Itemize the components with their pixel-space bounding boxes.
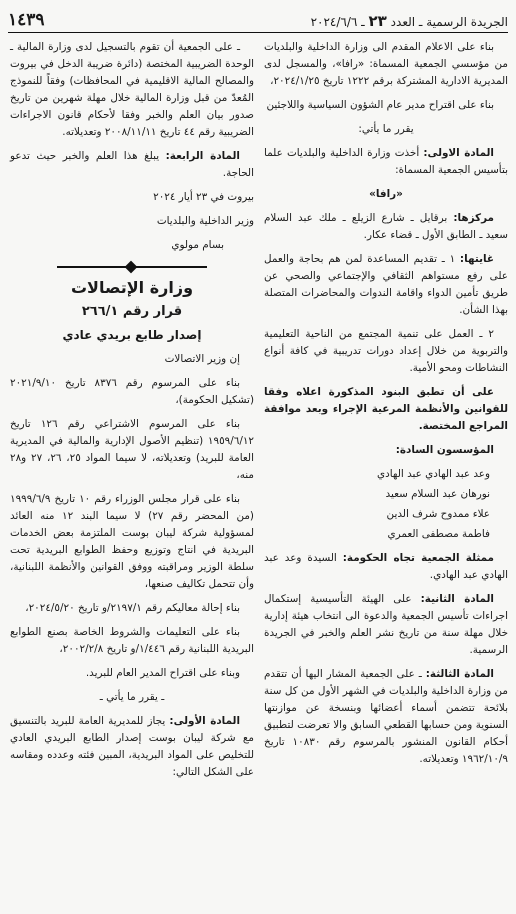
- article-label: المادة الرابعة:: [165, 150, 240, 162]
- goal-1: [264, 251, 508, 319]
- section-divider: [57, 261, 207, 273]
- article-3: [264, 666, 508, 768]
- decree-subject: إصدار طابع بريدي عادي: [62, 328, 202, 342]
- goal-text: ١ ـ تقديم المساعدة لمن هم بحاجة والعمل على رفع مستواهم الثقافي والإجتماعي والصحي عن طريق تأمين الدواء واقامة الندوات والمحاضرات المتصلة بهذا الشأن.: [264, 253, 508, 316]
- paragraph: بناء على التعليمات والشروط الخاصة بصنع الطوابع البريدية اللبنانية رقم ١/٤٤٦/و تاريخ ٢٠٠٢/٢/٨،: [10, 626, 254, 655]
- article-1: [264, 145, 508, 179]
- hq-text: برقايل ـ شارع الزيلع ـ ملك عبد السلام سعيد ـ الطابق الأول ـ قضاء عكار.: [264, 212, 508, 241]
- conditions-note: على أن تطبق البنود المذكورة اعلاه وفقا للقوانين والأنظمة المرعية الإجراء وبعد موافقة المراجع المختصة.: [264, 386, 508, 432]
- columns: [8, 39, 508, 909]
- goal-2: ٢ ـ العمل على تنمية المجتمع من الناحية التعليمية والتربوية من خلال إعداد دورات تدريبية في كافة أنواع النشاطات ومحو الأمية.: [264, 328, 508, 374]
- goals-label: غايتها:: [459, 253, 494, 265]
- article-text: يبلغ هذا العلم والخبر حيث تدعو الحاجة.: [10, 150, 254, 179]
- article-2: [264, 591, 508, 659]
- page-number: ١٤٣٩: [8, 10, 45, 30]
- paragraph: بناء على المرسوم رقم ٨٣٧٦ تاريخ ٢٠٢١/٩/١٠ (تشكيل الحكومة)،: [10, 377, 254, 406]
- paragraph: بناء على اقتراح مدير عام الشؤون السياسية واللاجئين: [266, 99, 494, 111]
- paragraph: إن وزير الاتصالات: [164, 353, 240, 365]
- rep-label: ممثلة الجمعية تجاه الحكومة:: [342, 552, 494, 564]
- article-label: المادة الاولى:: [423, 147, 494, 159]
- article-text: على الهيئة التأسيسية إستكمال اجراءات تأسيس الجمعية والدعوة الى انتخاب هيئة إدارية خلال مهلة سنة من تاريخ نشر العلم والخبر في الجريدة الرسمية.: [264, 593, 508, 656]
- article-label: المادة الثانية:: [420, 593, 494, 605]
- article-text: ـ على الجمعية المشار اليها أن تتقدم من وزارة الداخلية والبلديات في الشهر الأول من كل سنة بلائحة تتضمن أسماء أعضائها وبنسخة عن موازنتها السنوية ومن حسابها القطعي السابق والا تعرضت لتطبيق أحكام القانون المنشور بالمرسوم رقم ١٠٨٣٠ تاريخ ١٩٦٢/١٠/٩ وتعديلاته.: [264, 668, 508, 765]
- header-title: [311, 12, 508, 30]
- paragraph: بناء على الاعلام المقدم الى وزارة الداخلية والبلديات من مؤسسي الجمعية المسماة: «رافا»، والمسجل لدى المديرية الادارية المشتركة برقم ١٢٢٢ تاريخ ٢٠٢٤/١/٢٥،: [264, 41, 508, 87]
- founders-list: [264, 466, 508, 543]
- paragraph: ـ على الجمعية أن تقوم بالتسجيل لدى وزارة المالية ـ الوحدة الضريبية المختصة (دائرة ضريبة الدخل في بيروت والمصالح المالية الاقليمية في المحافظات) وفقاً للنموذج المُعدّ من قبل وزارة المالية خلال مهلة شهرين من تاريخ صدور بيان العلم والخبر وفقا لأحكام قانون الاجراءات الضريبية رقم ٤٤ تاريخ ٢٠٠٨/١١/١١ وتعديلاته.: [10, 41, 254, 138]
- list-item: وعد عبد الهادي عبد الهادي: [377, 468, 490, 480]
- article-4: [10, 148, 254, 182]
- decides-heading: يقرر ما يأتي:: [358, 123, 414, 135]
- list-item: نورهان عبد السلام سعيد: [385, 488, 490, 500]
- article-text: يجاز للمديرية العامة للبريد بالتنسيق مع شركة ليبان بوست إصدار الطابع البريدي العادي للتخليص على المواد البريدية، المبين فئته وعدده ومقاسه على الشكل التالي:: [10, 715, 254, 778]
- rep-text: السيدة وعد عبد الهادي عبد الهادي.: [264, 552, 508, 581]
- representative: [264, 550, 508, 584]
- signature-title: وزير الداخلية والبلديات: [156, 215, 254, 227]
- left-column: [10, 39, 254, 909]
- headquarters: [264, 210, 508, 244]
- issue-number: ٢٣: [368, 12, 387, 30]
- signature-date: بيروت في ٢٣ أيار ٢٠٢٤: [153, 191, 254, 203]
- issue-date: ـ ٢٠٢٤/٦/٦: [310, 15, 365, 29]
- decree-number: قرار رقم ٢٦٦/١: [81, 304, 183, 319]
- hq-label: مركزها:: [453, 212, 494, 224]
- paragraph: وبناء على اقتراح المدير العام للبريد.: [85, 667, 240, 679]
- article-label: المادة الثالثة:: [425, 668, 494, 680]
- paragraph: بناء على المرسوم الاشتراعي رقم ١٢٦ تاريخ ١٩٥٩/٦/١٢ (تنظيم الأصول الإدارية والمالية في المديرية العامة للبريد) وتعديلاته، لا سيما المواد ٢٥، ٢٦، ٢٧ و٢٨ منه،: [10, 418, 254, 481]
- page-header: [8, 6, 508, 33]
- gazette-name: الجريدة الرسمية ـ العدد: [390, 15, 508, 29]
- list-item: علاء ممدوح شرف الدين: [386, 508, 490, 520]
- association-name: «رافا»: [369, 188, 403, 200]
- right-column: [264, 39, 508, 909]
- paragraph: بناء إحالة معاليكم رقم ٢١٩٧/١/و تاريخ ٢٠٢٤/٥/٢٠،: [25, 602, 240, 614]
- list-item: فاطمة مصطفى العمري: [387, 528, 490, 540]
- paragraph: بناء على قرار مجلس الوزراء رقم ١٠ تاريخ ١٩٩٩/٦/٩ (من المحضر رقم ٢٧) لا سيما البند ١٢ منه العائد لمسؤولية شركة ليبان بوست الملتزمة بعض الخدمات البريدية في انتاج وتوزيع وحفظ الطوابع البريدية تحت سلطة الوزير ومراقبته ووفق القوانين والأنظمة اللبنانية، وأن تتحمل تكاليف صنعها،: [10, 493, 254, 590]
- article-1: [10, 713, 254, 781]
- ministry-title: وزارة الإتصالات: [70, 278, 194, 297]
- decides-heading: ـ يقرر ما يأتي ـ: [99, 691, 165, 703]
- article-label: المادة الأولى:: [169, 715, 241, 727]
- article-text: أخذت وزارة الداخلية والبلديات علما بتأسيس الجمعية المسماة:: [264, 147, 508, 176]
- signature-name: بسام مولوي: [171, 239, 224, 251]
- founders-heading: المؤسسون السادة:: [395, 444, 494, 456]
